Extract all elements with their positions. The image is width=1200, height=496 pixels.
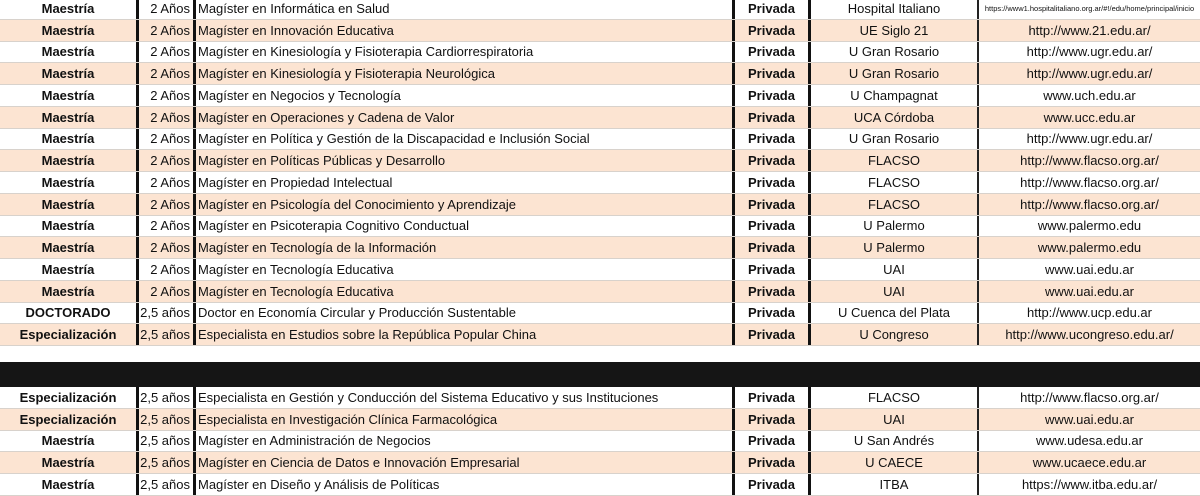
- institution-cell: U Gran Rosario: [808, 63, 977, 84]
- institution-cell: UE Siglo 21: [808, 20, 977, 41]
- table-row: [0, 172, 1200, 194]
- duration-cell: 2 Años: [136, 63, 193, 84]
- management-type-cell: Privada: [732, 85, 808, 106]
- program-name-cell: Magíster en Operaciones y Cadena de Valor: [193, 107, 732, 128]
- duration-cell: 2,5 años: [136, 387, 193, 408]
- institution-cell: FLACSO: [808, 150, 977, 171]
- degree-type-cell: Especialización: [19, 327, 117, 343]
- institution-cell: FLACSO: [808, 172, 977, 193]
- url-cell[interactable]: https://www.itba.edu.ar/: [977, 474, 1200, 495]
- program-name-cell: Magíster en Informática en Salud: [193, 0, 732, 19]
- institution-cell: Hospital Italiano: [808, 0, 977, 19]
- institution-cell: U CAECE: [808, 452, 977, 473]
- duration-cell: 2 Años: [136, 216, 193, 237]
- management-type-cell: Privada: [732, 172, 808, 193]
- duration-cell: 2 Años: [136, 237, 193, 258]
- management-type-cell: Privada: [732, 194, 808, 215]
- institution-cell: U Palermo: [808, 216, 977, 237]
- degree-type-cell: Maestría: [41, 66, 95, 82]
- institution-cell: U Congreso: [808, 324, 977, 345]
- degree-type-cell: Maestría: [41, 44, 95, 60]
- duration-cell: 2 Años: [136, 129, 193, 150]
- table-row: [0, 431, 1200, 453]
- url-cell[interactable]: www.palermo.edu: [977, 237, 1200, 258]
- table-row: [0, 387, 1200, 409]
- duration-cell: 2,5 años: [136, 303, 193, 324]
- management-type-cell: Privada: [732, 150, 808, 171]
- management-type-cell: Privada: [732, 259, 808, 280]
- degree-type-cell: Especialización: [19, 411, 117, 427]
- table-row: [0, 20, 1200, 42]
- degree-type-cell: Maestría: [41, 174, 95, 190]
- program-name-cell: Magíster en Diseño y Análisis de Políticas: [193, 474, 732, 495]
- program-name-cell: Especialista en Estudios sobre la República Popular China: [193, 324, 732, 345]
- degree-type-cell: Maestría: [41, 0, 95, 16]
- table-row: [0, 85, 1200, 107]
- url-cell[interactable]: www.ucaece.edu.ar: [977, 452, 1200, 473]
- institution-cell: U Gran Rosario: [808, 42, 977, 63]
- institution-cell: U Champagnat: [808, 85, 977, 106]
- institution-cell: FLACSO: [808, 387, 977, 408]
- table-row: [0, 216, 1200, 238]
- management-type-cell: Privada: [732, 216, 808, 237]
- url-cell[interactable]: http://www.ugr.edu.ar/: [977, 63, 1200, 84]
- table-row: [0, 42, 1200, 64]
- degree-type-cell: Especialización: [19, 389, 117, 405]
- table-row: [0, 324, 1200, 346]
- duration-cell: 2 Años: [136, 259, 193, 280]
- institution-cell: UAI: [808, 259, 977, 280]
- table-row: [0, 150, 1200, 172]
- degree-type-cell: Maestría: [41, 218, 95, 234]
- program-name-cell: Doctor en Economía Circular y Producción Sustentable: [193, 303, 732, 324]
- degree-type-cell: Maestría: [41, 433, 95, 449]
- institution-cell: U Palermo: [808, 237, 977, 258]
- degree-type-cell: Maestría: [41, 196, 95, 212]
- program-name-cell: Magíster en Psicología del Conocimiento y Aprendizaje: [193, 194, 732, 215]
- duration-cell: 2 Años: [136, 172, 193, 193]
- institution-cell: FLACSO: [808, 194, 977, 215]
- degree-type-cell: Maestría: [41, 283, 95, 299]
- management-type-cell: Privada: [732, 20, 808, 41]
- degree-type-cell: Maestría: [41, 131, 95, 147]
- program-name-cell: Magíster en Administración de Negocios: [193, 431, 732, 452]
- table-row: [0, 194, 1200, 216]
- management-type-cell: Privada: [732, 324, 808, 345]
- table-row: [0, 237, 1200, 259]
- institution-cell: ITBA: [808, 474, 977, 495]
- url-cell[interactable]: http://www.21.edu.ar/: [977, 20, 1200, 41]
- url-cell[interactable]: www.uai.edu.ar: [977, 409, 1200, 430]
- duration-cell: 2,5 años: [136, 409, 193, 430]
- degree-type-cell: Maestría: [41, 240, 95, 256]
- institution-cell: UAI: [808, 409, 977, 430]
- management-type-cell: Privada: [732, 42, 808, 63]
- program-name-cell: Magíster en Negocios y Tecnología: [193, 85, 732, 106]
- url-cell[interactable]: www.ucc.edu.ar: [977, 107, 1200, 128]
- management-type-cell: Privada: [732, 0, 808, 19]
- program-name-cell: Magíster en Políticas Públicas y Desarrollo: [193, 150, 732, 171]
- degree-type-cell: Maestría: [41, 109, 95, 125]
- table-row: [0, 409, 1200, 431]
- program-name-cell: Magíster en Kinesiología y Fisioterapia Cardiorrespiratoria: [193, 42, 732, 63]
- table-row: [0, 259, 1200, 281]
- duration-cell: 2,5 años: [136, 474, 193, 495]
- table-row: [0, 281, 1200, 303]
- duration-cell: 2 Años: [136, 20, 193, 41]
- management-type-cell: Privada: [732, 452, 808, 473]
- duration-cell: 2,5 años: [136, 324, 193, 345]
- duration-cell: 2 Años: [136, 194, 193, 215]
- institution-cell: U Gran Rosario: [808, 129, 977, 150]
- table-row: [0, 0, 1200, 20]
- table-row: [0, 303, 1200, 325]
- management-type-cell: Privada: [732, 107, 808, 128]
- section-divider-band: [0, 362, 1200, 387]
- duration-cell: 2 Años: [136, 85, 193, 106]
- url-cell[interactable]: http://www.ucp.edu.ar: [977, 303, 1200, 324]
- url-cell[interactable]: www.udesa.edu.ar: [977, 431, 1200, 452]
- degree-type-cell: Maestría: [41, 261, 95, 277]
- program-name-cell: Magíster en Tecnología Educativa: [193, 281, 732, 302]
- institution-cell: UCA Córdoba: [808, 107, 977, 128]
- table-row: [0, 452, 1200, 474]
- degree-type-cell: Maestría: [41, 476, 95, 492]
- url-cell[interactable]: http://www.flacso.org.ar/: [977, 150, 1200, 171]
- management-type-cell: Privada: [732, 237, 808, 258]
- program-name-cell: Magíster en Innovación Educativa: [193, 20, 732, 41]
- table-row: [0, 107, 1200, 129]
- program-name-cell: Especialista en Gestión y Conducción del Sistema Educativo y sus Instituciones: [193, 387, 732, 408]
- url-cell[interactable]: www.uai.edu.ar: [977, 281, 1200, 302]
- duration-cell: 2 Años: [136, 42, 193, 63]
- management-type-cell: Privada: [732, 431, 808, 452]
- management-type-cell: Privada: [732, 303, 808, 324]
- url-cell[interactable]: www.uai.edu.ar: [977, 259, 1200, 280]
- section-gap: [0, 346, 1200, 362]
- degree-type-cell: Maestría: [41, 87, 95, 103]
- management-type-cell: Privada: [732, 63, 808, 84]
- institution-cell: U Cuenca del Plata: [808, 303, 977, 324]
- institution-cell: U San Andrés: [808, 431, 977, 452]
- url-cell[interactable]: http://www.flacso.org.ar/: [977, 194, 1200, 215]
- duration-cell: 2,5 años: [136, 452, 193, 473]
- management-type-cell: Privada: [732, 387, 808, 408]
- duration-cell: 2 Años: [136, 281, 193, 302]
- url-cell[interactable]: www.palermo.edu: [977, 216, 1200, 237]
- management-type-cell: Privada: [732, 409, 808, 430]
- duration-cell: 2,5 años: [136, 431, 193, 452]
- url-cell[interactable]: https://www1.hospitalitaliano.org.ar/#!/edu/home/principal/inicio: [977, 0, 1200, 19]
- program-name-cell: Magíster en Tecnología de la Información: [193, 237, 732, 258]
- table-row: [0, 129, 1200, 151]
- duration-cell: 2 Años: [136, 107, 193, 128]
- program-name-cell: Magíster en Ciencia de Datos e Innovación Empresarial: [193, 452, 732, 473]
- url-cell[interactable]: http://www.ugr.edu.ar/: [977, 129, 1200, 150]
- duration-cell: 2 Años: [136, 0, 193, 19]
- url-cell[interactable]: http://www.flacso.org.ar/: [977, 172, 1200, 193]
- program-name-cell: Magíster en Política y Gestión de la Discapacidad e Inclusión Social: [193, 129, 732, 150]
- url-cell[interactable]: http://www.ucongreso.edu.ar/: [977, 324, 1200, 345]
- program-name-cell: Magíster en Kinesiología y Fisioterapia Neurológica: [193, 63, 732, 84]
- management-type-cell: Privada: [732, 281, 808, 302]
- institution-cell: UAI: [808, 281, 977, 302]
- degree-type-cell: Maestría: [41, 455, 95, 471]
- management-type-cell: Privada: [732, 474, 808, 495]
- program-name-cell: Magíster en Propiedad Intelectual: [193, 172, 732, 193]
- url-cell[interactable]: www.uch.edu.ar: [977, 85, 1200, 106]
- table-row: [0, 63, 1200, 85]
- program-name-cell: Magíster en Psicoterapia Cognitivo Conductual: [193, 216, 732, 237]
- management-type-cell: Privada: [732, 129, 808, 150]
- table-row: [0, 474, 1200, 496]
- url-cell[interactable]: http://www.flacso.org.ar/: [977, 387, 1200, 408]
- table-bottom: [0, 387, 1200, 496]
- program-name-cell: Especialista en Investigación Clínica Farmacológica: [193, 409, 732, 430]
- url-cell[interactable]: http://www.ugr.edu.ar/: [977, 42, 1200, 63]
- duration-cell: 2 Años: [136, 150, 193, 171]
- degree-type-cell: Maestría: [41, 153, 95, 169]
- degree-type-cell: DOCTORADO: [25, 305, 111, 321]
- program-name-cell: Magíster en Tecnología Educativa: [193, 259, 732, 280]
- degree-type-cell: Maestría: [41, 22, 95, 38]
